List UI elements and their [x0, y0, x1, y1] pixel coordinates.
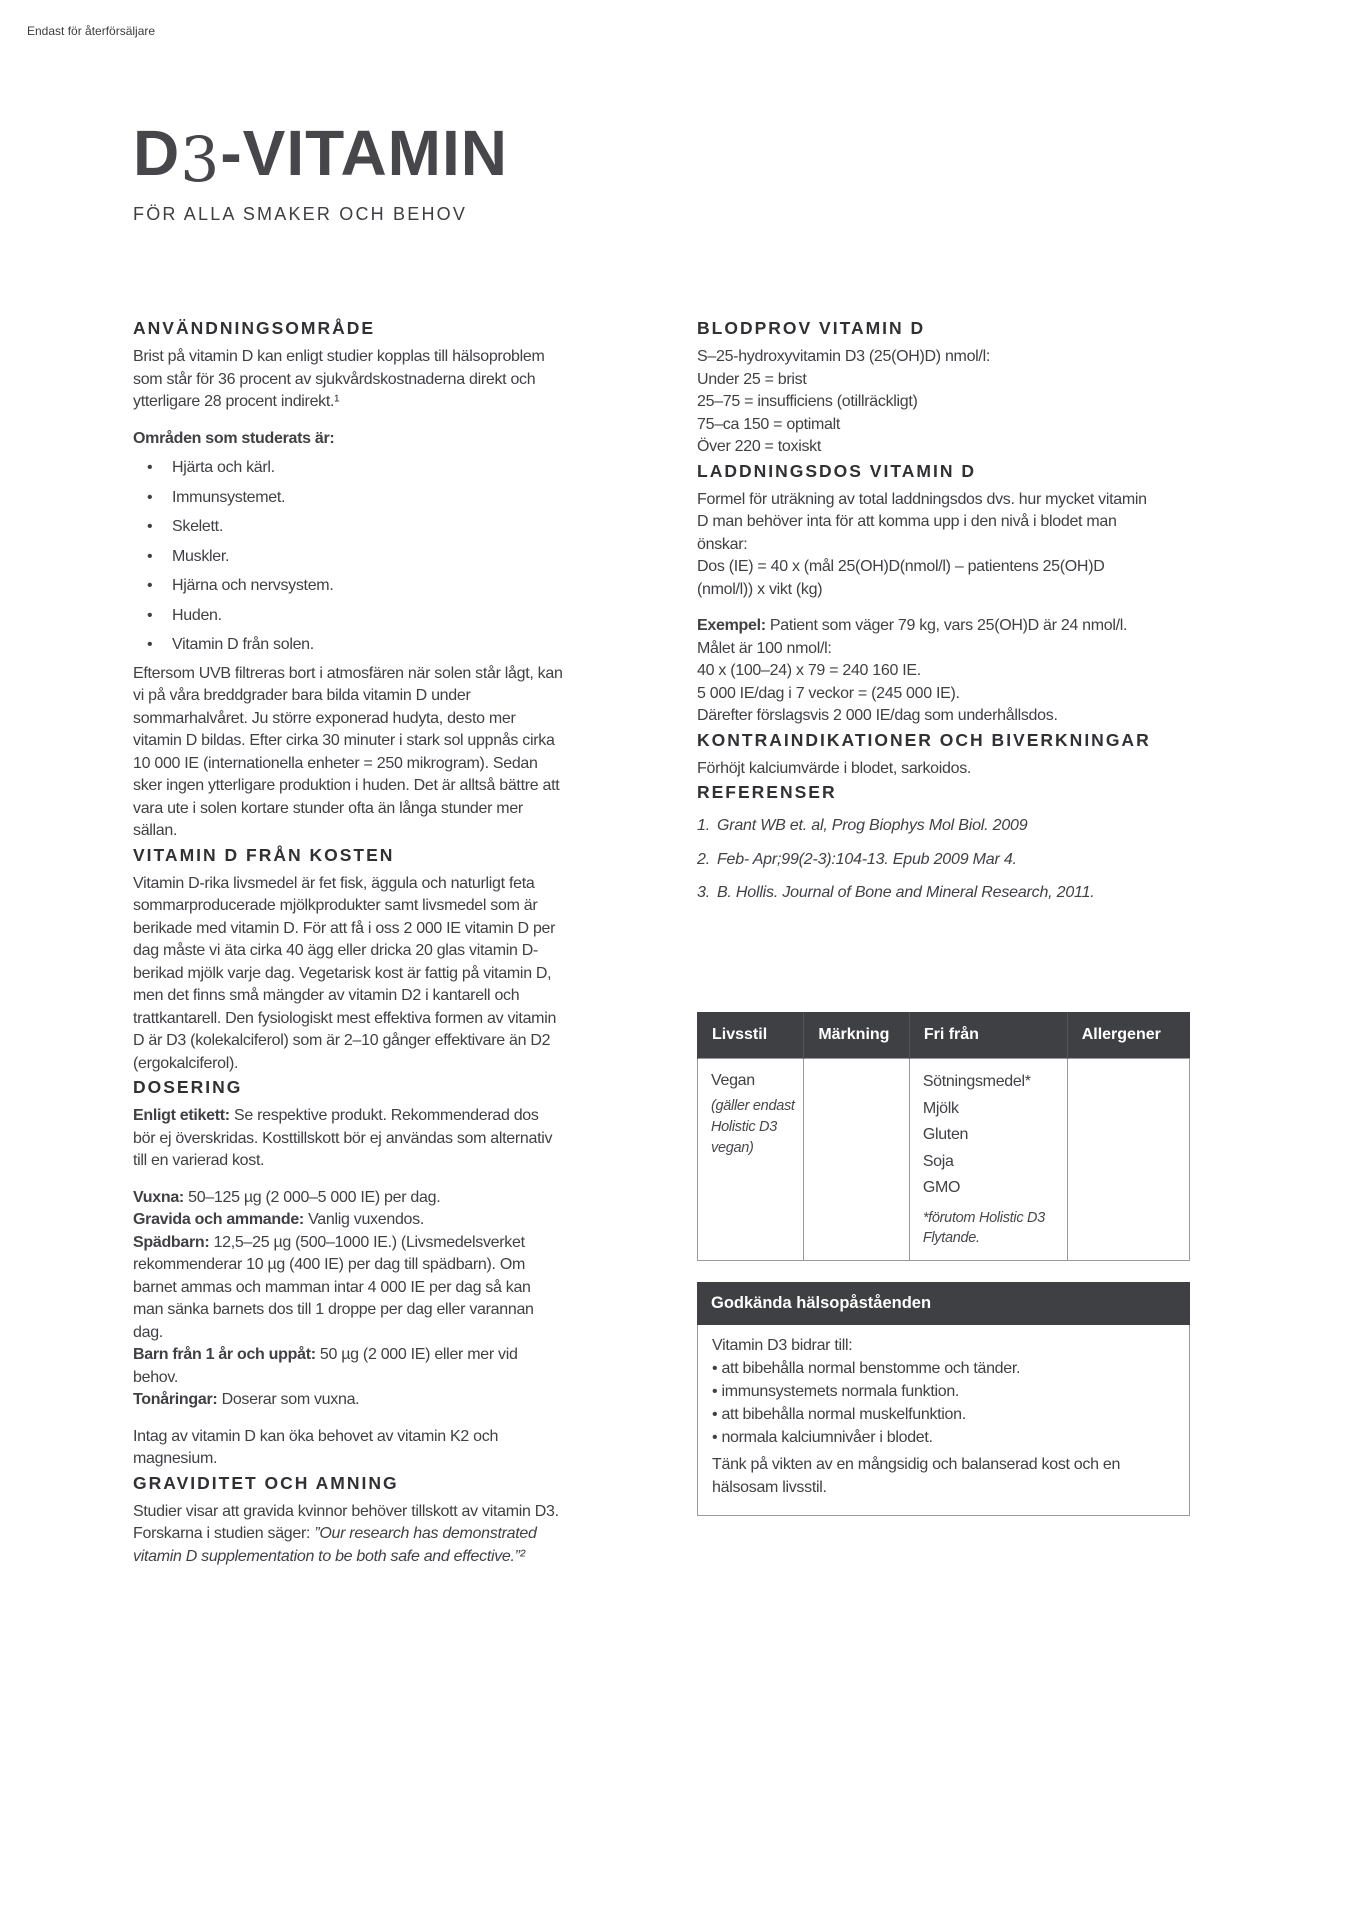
- cell-lifestyle: [698, 1059, 804, 1261]
- blood-line: Under 25 = brist: [697, 370, 807, 388]
- dose-line: [133, 1187, 563, 1210]
- dose-label: Spädbarn:: [133, 1233, 210, 1251]
- column-header-frifran: Fri från: [909, 1012, 1067, 1059]
- areas-label: Områden som studerats är:: [133, 429, 335, 447]
- title-prefix: D: [133, 117, 181, 189]
- column-header-allergener: Allergener: [1067, 1012, 1189, 1059]
- dose-text: Vanlig vuxendos.: [308, 1211, 424, 1228]
- title-suffix: -VITAMIN: [220, 117, 508, 189]
- dose-line: [133, 1344, 563, 1389]
- list-item: • Huden.: [133, 605, 563, 628]
- table-row: [698, 1059, 1190, 1261]
- reference-item: [697, 849, 1159, 872]
- loading-example: [697, 615, 1159, 660]
- approved-claims-box: [697, 1282, 1190, 1516]
- title-digit: 3: [180, 125, 221, 197]
- blood-line: S–25-hydroxyvitamin D3 (25(OH)D) nmol/l:: [697, 348, 990, 365]
- references-heading: REFERENSER: [697, 782, 837, 802]
- reference-number: 3.: [697, 884, 710, 901]
- blood-values: [697, 346, 1159, 459]
- pregnancy-quote: ”Our research has demonstrated vitamin D supplementation to be both safe and effective.”²: [133, 1525, 537, 1565]
- example-line: Därefter förslagsvis 2 000 IE/dag som underhållsdos.: [697, 707, 1058, 724]
- claims-bullet: • att bibehålla normal benstomme och tänder.: [712, 1357, 1175, 1380]
- dose-text: 12,5–25 µg (500–1000 IE.) (Livsmedelsverket rekommenderar 10 µg (400 IE) per dag till spädbarn). Om barnet ammas och mamman intar 4 000 IE per dag så kan man sänka barnets dos till 1 droppe per dag eller varannan dag.: [133, 1233, 534, 1341]
- blood-line: 25–75 = insufficiens (otillräckligt): [697, 393, 918, 410]
- lifestyle-value: Vegan: [711, 1072, 755, 1089]
- loading-formula: Dos (IE) = 40 x (mål 25(OH)D(nmol/l) – patientens 25(OH)D (nmol/l)) x vikt (kg): [697, 558, 1105, 598]
- sun-paragraph: Eftersom UVB filtreras bort i atmosfären när solen står lågt, kan vi på våra breddgrader bara bilda vitamin D under sommarhalvåret. Ju större exponerad hudyta, desto mer vitamin D bildas. Efter cirka 30 minuter i stark sol uppnås cirka 10 000 IE (internationella enheter = 250 mikrogram). Sedan sker ingen ytterligare produktion i huden. Det är alltså bättre att vara ute i solen kortare stunder ofta än långa stunder mer sällan.: [133, 664, 563, 839]
- example-line: 5 000 IE/dag i 7 veckor = (245 000 IE).: [697, 684, 960, 702]
- claims-bullet: • normala kalciumnivåer i blodet.: [712, 1426, 1175, 1449]
- usage-intro: Brist på vitamin D kan enligt studier kopplas till hälsoproblem som står för 36 procent av sjukvårdskostnaderna direkt och ytterligare 28 procent indirekt.¹: [133, 348, 545, 410]
- pregnancy-heading: GRAVIDITET OCH AMNING: [133, 1472, 399, 1493]
- cell-marking: [804, 1059, 910, 1261]
- k2-note: Intag av vitamin D kan öka behovet av vitamin K2 och magnesium.: [133, 1427, 499, 1467]
- free-from-item: Soja: [922, 1152, 954, 1170]
- usage-heading: ANVÄNDNINGSOMRÅDE: [133, 318, 376, 338]
- dosing-label: Enligt etikett:: [133, 1107, 230, 1124]
- loading-block: [697, 489, 1159, 602]
- page-header: [133, 118, 1033, 225]
- free-from-item: GMO: [922, 1179, 961, 1196]
- dosing-label-text: Se respektive produkt. Rekommenderad dos bör ej överskridas. Kosttillskott bör ej användas som alternativ till en varierad kost.: [133, 1107, 553, 1169]
- example-text: Patient som väger 79 kg, vars 25(OH)D är 24 nmol/l. Målet är 100 nmol/l:: [697, 617, 1128, 657]
- claims-outro: Tänk på vikten av en mångsidig och balanserad kost och en hälsosam livsstil.: [712, 1456, 1121, 1496]
- areas-list: [133, 457, 563, 657]
- references-list: [697, 815, 1159, 905]
- free-from-item: Sötningsmedel*: [922, 1073, 1031, 1090]
- table-header-row: [698, 1012, 1190, 1059]
- list-item: • Hjärta och kärl.: [133, 457, 563, 480]
- left-column: [133, 316, 563, 1568]
- example-calculations: [697, 660, 1159, 728]
- loading-heading: LADDNINGSDOS VITAMIN D: [697, 460, 976, 481]
- list-item: • Muskler.: [133, 546, 563, 569]
- dose-line: [133, 1232, 563, 1345]
- blood-line: 75–ca 150 = optimalt: [697, 415, 840, 433]
- dose-label: Gravida och ammande:: [133, 1211, 304, 1228]
- claims-body: [697, 1325, 1190, 1516]
- dose-line: [133, 1389, 563, 1412]
- cell-free-from: [909, 1059, 1067, 1261]
- free-from-note: *förutom Holistic D3 Flytande.: [922, 1209, 1045, 1246]
- dose-text: 50 µg (2 000 IE) eller mer vid behov.: [133, 1346, 518, 1386]
- example-label: Exempel:: [697, 617, 766, 634]
- loading-intro: Formel för uträkning av total laddningsdos dvs. hur mycket vitamin D man behöver inta för att komma upp i den nivå i blodet man önskar:: [697, 490, 1147, 553]
- cell-allergens: [1067, 1059, 1189, 1261]
- column-header-markning: Märkning: [804, 1012, 910, 1059]
- free-from-item: Mjölk: [922, 1099, 959, 1117]
- food-paragraph: Vitamin D-rika livsmedel är fet fisk, äggula och naturligt feta sommarproducerade mjölkprodukter samt livsmedel som är berikade med vitamin D. För att få i oss 2 000 IE vitamin D per dag måste vi äta cirka 40 ägg eller dricka 20 glas vitamin D-berikad mjölk varje dag. Vegetarisk kost är fattig på vitamin D, men det finns små mängder av vitamin D2 i kantarell och trattkantarell. Den fysiologiskt mest effektiva formen av vitamin D är D3 (kolekalciferol) som är 2–10 gånger effektivare än D2 (ergokalciferol).: [133, 874, 557, 1072]
- dose-text: Doserar som vuxna.: [221, 1391, 360, 1408]
- dose-list: [133, 1187, 563, 1412]
- claims-bullet: • att bibehålla normal muskelfunktion.: [712, 1403, 1175, 1426]
- example-line: 40 x (100–24) x 79 = 240 160 IE.: [697, 662, 921, 679]
- list-item: • Immunsystemet.: [133, 487, 563, 510]
- reference-number: 2.: [697, 850, 710, 868]
- list-item: • Skelett.: [133, 516, 563, 539]
- dose-label: Barn från 1 år och uppåt:: [133, 1346, 316, 1363]
- top-note: Endast för återförsäljare: [27, 24, 156, 38]
- list-item: • Hjärna och nervsystem.: [133, 575, 563, 598]
- dose-line: [133, 1209, 563, 1232]
- reference-text: Feb- Apr;99(2-3):104-13. Epub 2009 Mar 4.: [716, 850, 1017, 868]
- blood-line: Över 220 = toxiskt: [697, 438, 821, 455]
- lifestyle-note: (gäller endast Holistic D3 vegan): [711, 1098, 795, 1156]
- dosing-heading: DOSERING: [133, 1077, 243, 1097]
- claims-intro: Vitamin D3 bidrar till:: [712, 1337, 853, 1354]
- blood-heading: BLODPROV VITAMIN D: [697, 318, 926, 338]
- reference-item: [697, 882, 1159, 905]
- dosing-label-paragraph: [133, 1105, 563, 1173]
- dose-text: 50–125 µg (2 000–5 000 IE) per dag.: [188, 1188, 441, 1206]
- pregnancy-text: Studier visar att gravida kvinnor behöver tillskott av vitamin D3. Forskarna i studien säger:: [133, 1502, 559, 1542]
- product-properties-table: [697, 1012, 1190, 1261]
- reference-text: B. Hollis. Journal of Bone and Mineral Research, 2011.: [716, 884, 1095, 901]
- food-heading: VITAMIN D FRÅN KOSTEN: [133, 844, 395, 865]
- reference-number: 1.: [697, 817, 710, 834]
- pregnancy-paragraph: [133, 1501, 563, 1569]
- claims-bullet: • immunsystemets normala funktion.: [712, 1380, 1175, 1403]
- dose-label: Tonåringar:: [133, 1391, 218, 1408]
- reference-item: [697, 815, 1159, 838]
- reference-text: Grant WB et. al, Prog Biophys Mol Biol. 2009: [716, 817, 1028, 834]
- page-subtitle: FÖR ALLA SMAKER OCH BEHOV: [133, 204, 468, 224]
- page-title: [133, 117, 1033, 197]
- contra-text: Förhöjt kalciumvärde i blodet, sarkoidos.: [697, 759, 972, 777]
- right-column: [697, 316, 1159, 905]
- list-item: • Vitamin D från solen.: [133, 634, 563, 657]
- contra-heading: KONTRAINDIKATIONER OCH BIVERKNINGAR: [697, 729, 1151, 750]
- claims-heading: Godkända hälsopåståenden: [697, 1282, 1190, 1325]
- column-header-livsstil: Livsstil: [698, 1012, 804, 1059]
- free-from-item: Gluten: [922, 1126, 969, 1143]
- dose-label: Vuxna:: [133, 1188, 184, 1206]
